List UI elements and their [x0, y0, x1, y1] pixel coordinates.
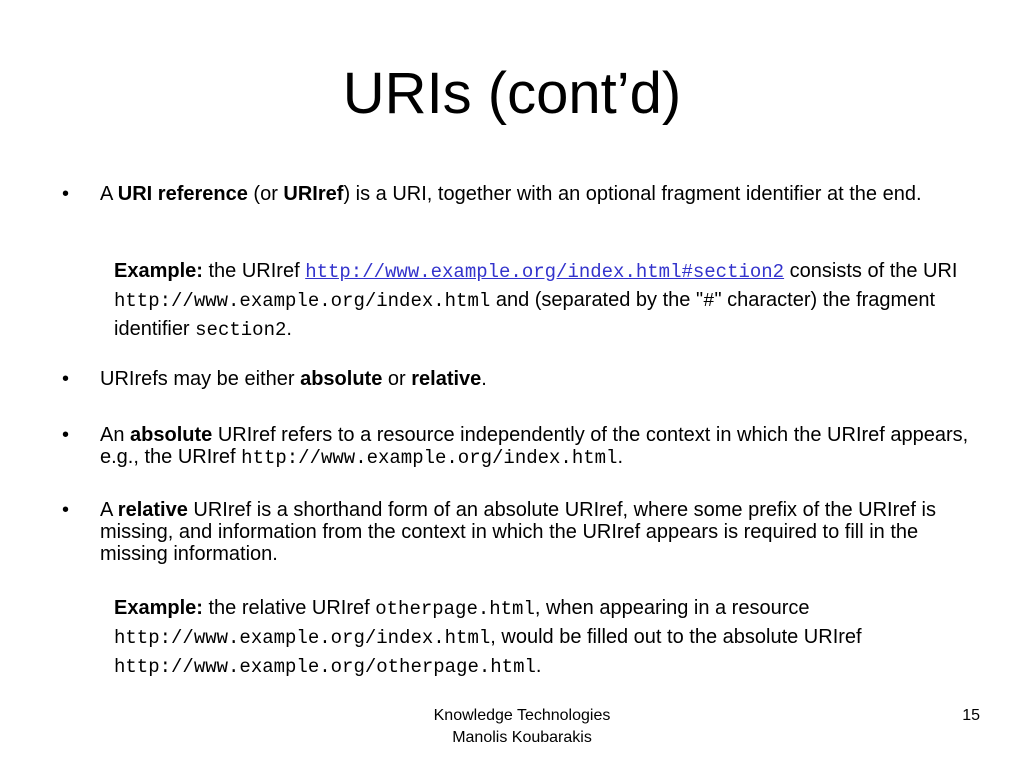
text: An [100, 424, 131, 446]
uriref-link[interactable]: http://www.example.org/index.html#section2 [305, 261, 785, 283]
code-absolute-uriref: http://www.example.org/otherpage.html [114, 656, 536, 678]
text: (or [247, 183, 284, 205]
text: A [100, 499, 118, 521]
code-relative-uriref: otherpage.html [375, 598, 535, 620]
text: . [286, 318, 292, 340]
text: . [481, 368, 487, 390]
text: URIref refers to a resource independently of the context in which the URIref appears, e.g., the URIref [100, 424, 969, 468]
footer [362, 705, 682, 749]
text: URIref is a shorthand form of an absolute URIref, where some prefix of the URIref is missing, and information from the context in which the URIref appears is required to fill in the missing information. [100, 499, 936, 565]
text: consists of the URI [784, 260, 958, 282]
text: , when appearing in a resource [534, 597, 810, 619]
term-uriref: URIref [283, 183, 344, 205]
term-relative: relative [117, 499, 188, 521]
bullet-marker: • [62, 368, 70, 390]
bullet-marker: • [62, 424, 70, 446]
text: the URIref [202, 260, 306, 282]
example-relative [114, 594, 974, 681]
term-relative: relative [411, 368, 482, 390]
text: the relative URIref [202, 597, 376, 619]
page-number: 15 [962, 707, 980, 724]
text: . [535, 655, 542, 677]
footer-course: Knowledge Technologies [433, 707, 611, 724]
code-fragment: section2 [195, 319, 287, 341]
text: ) is a URI, together with an optional fragment identifier at the end. [343, 183, 922, 205]
code-uri: http://www.example.org/index.html [241, 447, 618, 469]
example-label: Example: [114, 597, 203, 619]
example-label: Example: [114, 260, 203, 282]
code-hash: # [703, 290, 715, 312]
term-absolute: absolute [300, 368, 383, 390]
footer-author: Manolis Koubarakis [452, 729, 592, 746]
slide-title: URIs (cont’d) [342, 61, 682, 126]
text: URIrefs may be either [100, 368, 301, 390]
bullet-relative-uriref [100, 499, 980, 565]
example-fragment [114, 257, 974, 344]
code-uri: http://www.example.org/index.html [114, 290, 491, 312]
text: and (separated by the " [490, 289, 704, 311]
text: , would be filled out to the absolute URIref [490, 626, 862, 648]
term-uri-reference: URI reference [117, 183, 248, 205]
bullet-marker: • [62, 499, 70, 521]
text: . [617, 446, 623, 468]
bullet-uri-reference [100, 183, 980, 205]
term-absolute: absolute [130, 424, 213, 446]
bullet-absolute-uriref [100, 424, 980, 469]
text: " character) the fragment identifier [114, 289, 935, 340]
text: or [382, 368, 412, 390]
bullet-marker: • [62, 183, 70, 205]
bullet-absolute-relative [100, 368, 980, 390]
code-base-uri: http://www.example.org/index.html [114, 627, 491, 649]
text: A [100, 183, 118, 205]
